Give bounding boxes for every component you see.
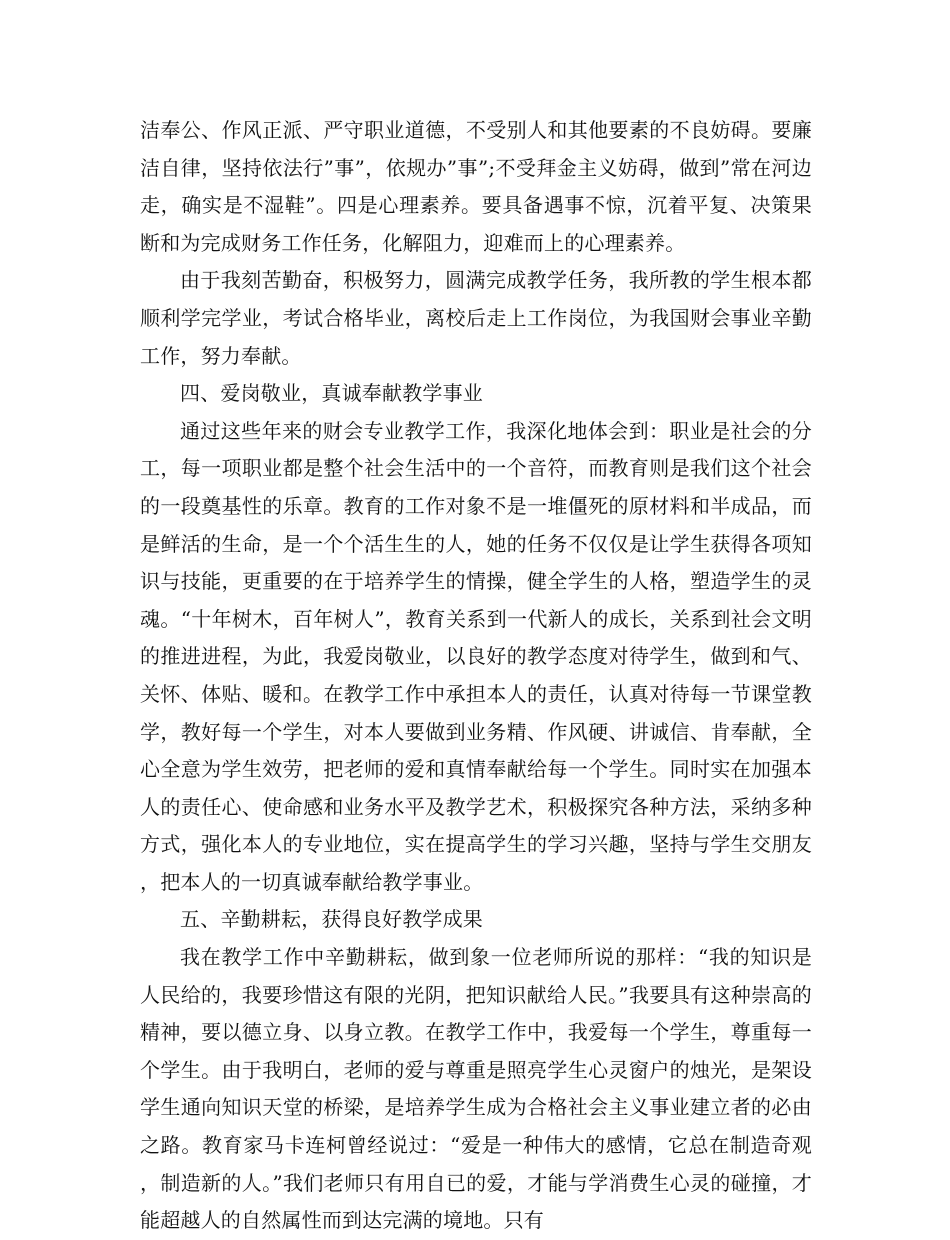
paragraph-dedication: 通过这些年来的财会专业教学工作，我深化地体会到：职业是社会的分工，每一项职业都是整个社会生活中的一个音符，而教育则是我们这个社会的一段奠基性的乐章。教育的工作对象不是一堆僵死的原材料和半成品，而是鲜活的生命，是一个个活生生的人，她的任务不仅仅是让学生获得各项知识与技能，更重要的在于培养学生的情操，健全学生的人格，塑造学生的灵魂。“十年树木，百年树人”，教育关系到一代新人的成长，关系到社会文明的推进进程，为此，我爱岗敬业，以良好的教学态度对待学生，做到和气、关怀、体贴、暖和。在教学工作中承担本人的责任，认真对待每一节课堂教学，教好每一个学生，对本人要做到业务精、作风硬、讲诚信、肯奉献，全心全意为学生效劳，把老师的爱和真情奉献给每一个学生。同时实在加强本人的责任心、使命感和业务水平及教学艺术，积极探究各种方法，采纳多种方式，强化本人的专业地位，实在提高学生的学习兴趣，坚持与学生交朋友，把本人的一切真诚奉献给教学事业。 <box>140 418 812 894</box>
section-heading-five: 五、辛勤耕耘，获得良好教学成果 <box>180 907 483 932</box>
paragraph-continuation: 洁奉公、作风正派、严守职业道德，不受别人和其他要素的不良妨碍。要廉洁自律，坚持依法行”事”，依规办”事”;不受拜金主义妨碍，做到”常在河边走，确实是不湿鞋”。四是心理素养。要具备遇事不惊，沉着平复、决策果断和为完成财务工作任务，化解阻力，迎难而上的心理素养。 <box>140 118 812 255</box>
paragraph-teaching-result: 由于我刻苦勤奋，积极努力，圆满完成教学任务，我所教的学生根本都顺利学完学业，考试合格毕业，离校后走上工作岗位，为我国财会事业辛勤工作，努力奉献。 <box>140 268 812 368</box>
document-body <box>140 112 812 1240</box>
paragraph-teaching-achievement: 我在教学工作中辛勤耕耘，做到象一位老师所说的那样：“我的知识是人民给的，我要珍惜这有限的光阴，把知识献给人民。”我要具有这种崇高的精神，要以德立身、以身立教。在教学工作中，我爱每一个学生，尊重每一个学生。由于我明白，老师的爱与尊重是照亮学生心灵窗户的烛光，是架设学生通向知识天堂的桥梁，是培养学生成为合格社会主义事业建立者的必由之路。教育家马卡连柯曾经说过：“爱是一种伟大的感情，它总在制造奇观，制造新的人。”我们老师只有用自已的爱，才能与学消费生心灵的碰撞，才能超越人的自然属性而到达完满的境地。只有 <box>140 945 812 1233</box>
section-heading-four: 四、爱岗敬业，真诚奉献教学事业 <box>180 381 483 406</box>
